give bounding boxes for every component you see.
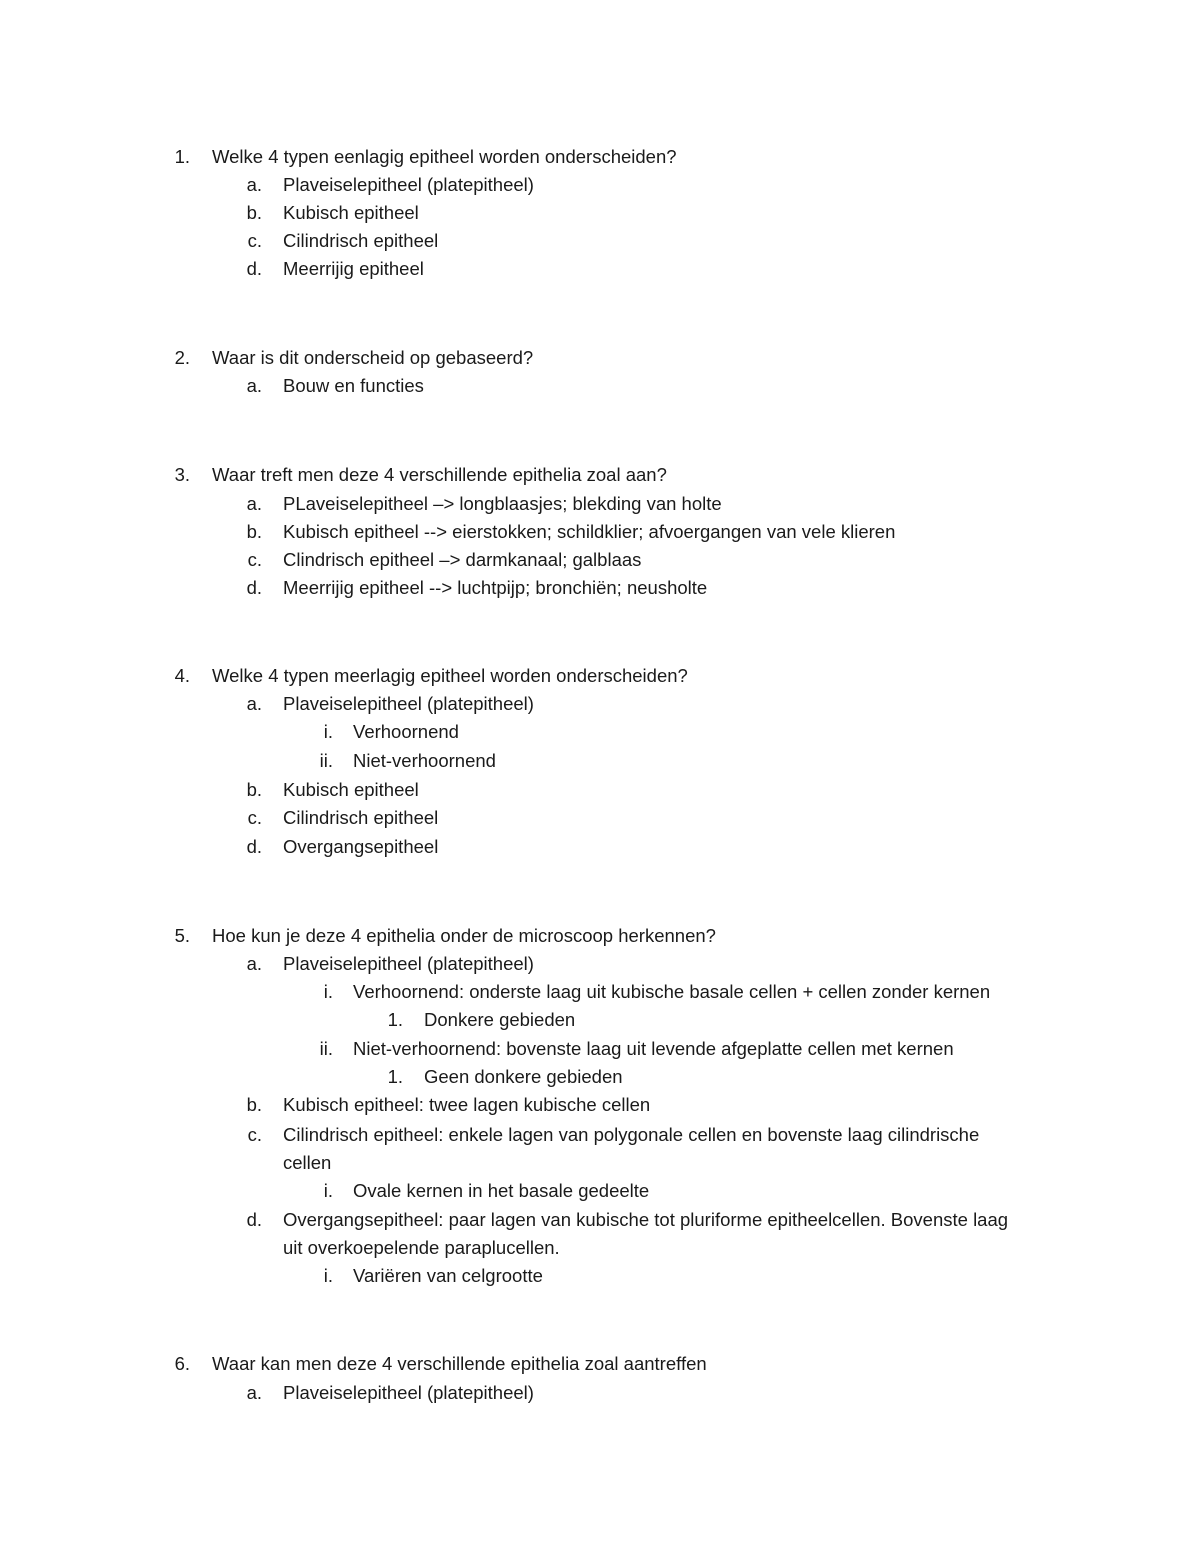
item-text: Overgangsepitheel (283, 836, 439, 857)
item-text: Kubisch epitheel (283, 779, 419, 800)
item-text: Variëren van celgrootte (353, 1265, 543, 1286)
item-text: Meerrijig epitheel (283, 258, 424, 279)
item-marker: b. (246, 521, 262, 542)
item-text: Geen donkere gebieden (424, 1066, 623, 1087)
item-marker: a. (246, 375, 262, 396)
question-number: 4. (174, 665, 190, 686)
item-marker: i. (323, 1180, 333, 1201)
question-number: 3. (174, 464, 190, 485)
question-text: Welke 4 typen eenlagig epitheel worden onderscheiden? (212, 146, 677, 167)
item-marker: a. (246, 1382, 262, 1403)
item-marker: a. (246, 174, 262, 195)
item-marker: i. (323, 721, 333, 742)
item-marker: d. (246, 1209, 262, 1230)
item-marker: c. (247, 230, 262, 251)
item-text: Kubisch epitheel (283, 202, 419, 223)
item-text: Cilindrisch epitheel: enkele lagen van polygonale cellen en bovenste laag cilindrische (283, 1124, 980, 1145)
item-text-continuation: uit overkoepelende paraplucellen. (283, 1237, 560, 1258)
item-marker: b. (246, 1094, 262, 1115)
question-text: Welke 4 typen meerlagig epitheel worden onderscheiden? (212, 665, 688, 686)
item-text: Meerrijig epitheel --> luchtpijp; bronchiën; neusholte (283, 577, 708, 598)
item-text: Ovale kernen in het basale gedeelte (353, 1180, 650, 1201)
question-number: 1. (174, 146, 190, 167)
item-text: Niet-verhoornend: bovenste laag uit levende afgeplatte cellen met kernen (353, 1038, 954, 1059)
item-marker: 1. (387, 1066, 403, 1087)
item-text: Donkere gebieden (424, 1009, 576, 1030)
item-marker: a. (246, 493, 262, 514)
item-text-continuation: cellen (283, 1152, 332, 1173)
item-text: Verhoornend: onderste laag uit kubische basale cellen + cellen zonder kernen (353, 981, 991, 1002)
item-text: Kubisch epitheel --> eierstokken; schildklier; afvoergangen van vele klieren (283, 521, 896, 542)
item-text: Plaveiselepitheel (platepitheel) (283, 693, 534, 714)
item-marker: ii. (319, 750, 333, 771)
item-text: Clindrisch epitheel –> darmkanaal; galblaas (283, 549, 642, 570)
item-text: Niet-verhoornend (353, 750, 496, 771)
item-marker: d. (246, 577, 262, 598)
item-marker: c. (247, 1124, 262, 1145)
question-number: 5. (174, 925, 190, 946)
item-marker: 1. (387, 1009, 403, 1030)
item-text: Bouw en functies (283, 375, 424, 396)
question-text: Waar treft men deze 4 verschillende epithelia zoal aan? (212, 464, 667, 485)
question-text: Hoe kun je deze 4 epithelia onder de microscoop herkennen? (212, 925, 716, 946)
item-text: Cilindrisch epitheel (283, 807, 439, 828)
item-marker: d. (246, 258, 262, 279)
item-marker: b. (246, 779, 262, 800)
item-text: PLaveiselepitheel –> longblaasjes; blekding van holte (283, 493, 722, 514)
question-number: 6. (174, 1353, 190, 1374)
item-text: Kubisch epitheel: twee lagen kubische cellen (283, 1094, 651, 1115)
item-marker: c. (247, 549, 262, 570)
item-marker: a. (246, 953, 262, 974)
item-text: Plaveiselepitheel (platepitheel) (283, 1382, 534, 1403)
item-marker: c. (247, 807, 262, 828)
item-text: Plaveiselepitheel (platepitheel) (283, 174, 534, 195)
item-marker: ii. (319, 1038, 333, 1059)
item-text: Cilindrisch epitheel (283, 230, 439, 251)
item-text: Overgangsepitheel: paar lagen van kubische tot pluriforme epitheelcellen. Bovenste laag (283, 1209, 1009, 1230)
item-marker: i. (323, 981, 333, 1002)
item-marker: b. (246, 202, 262, 223)
item-marker: d. (246, 836, 262, 857)
item-text: Verhoornend (353, 721, 459, 742)
question-text: Waar is dit onderscheid op gebaseerd? (212, 347, 534, 368)
item-marker: i. (323, 1265, 333, 1286)
question-number: 2. (174, 347, 190, 368)
item-text: Plaveiselepitheel (platepitheel) (283, 953, 534, 974)
question-text: Waar kan men deze 4 verschillende epithelia zoal aantreffen (212, 1353, 707, 1374)
item-marker: a. (246, 693, 262, 714)
